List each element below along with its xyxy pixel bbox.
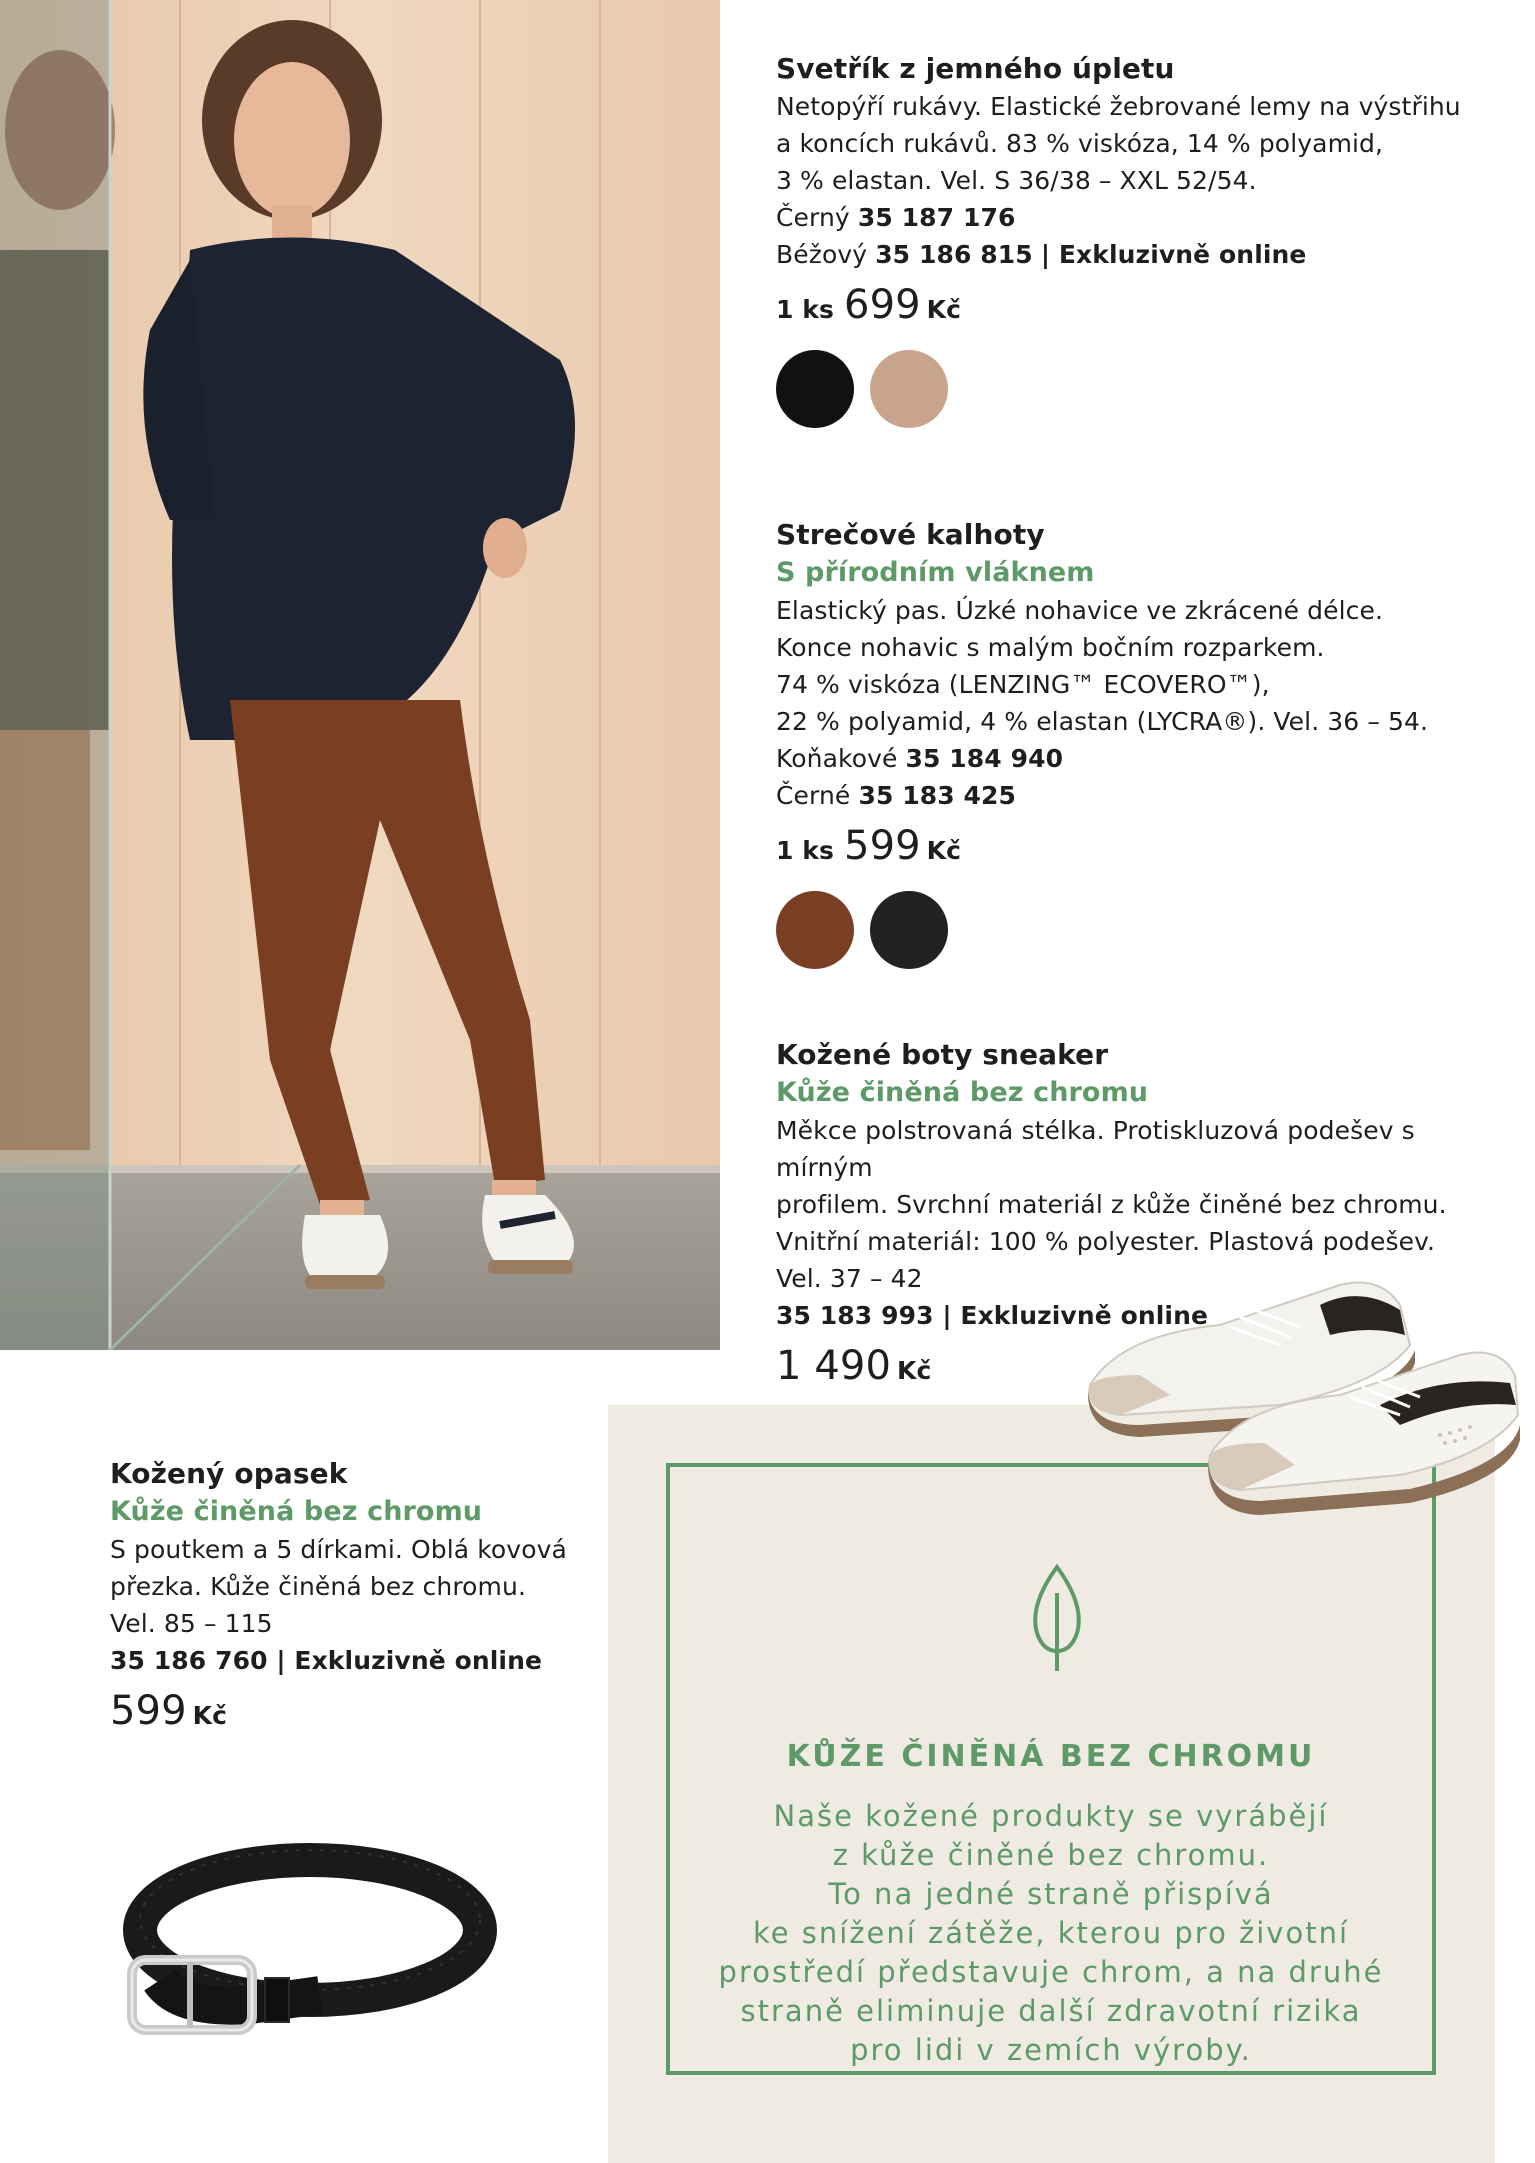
info-line: pro lidi v zemích výroby. bbox=[850, 2033, 1252, 2067]
info-frame bbox=[666, 1463, 1436, 2075]
price: 599 bbox=[844, 823, 921, 869]
price-row bbox=[776, 824, 1496, 869]
product-title: Strečové kalhoty bbox=[776, 518, 1045, 551]
price: 1 490 bbox=[776, 1343, 892, 1389]
description-line: přezka. Kůže činěná bez chromu. bbox=[110, 1572, 527, 1601]
description-line: profilem. Svrchní materiál z kůže činěné bez chromu. bbox=[776, 1190, 1447, 1219]
price-row bbox=[776, 283, 1496, 328]
currency: Kč bbox=[926, 295, 962, 324]
quantity: 1 ks bbox=[776, 836, 835, 865]
variant-label: Koňakové bbox=[776, 744, 898, 773]
description-line: Měkce polstrovaná stélka. Protiskluzová podešev s mírným bbox=[776, 1116, 1415, 1182]
variant-code: 35 184 940 bbox=[905, 744, 1064, 773]
currency: Kč bbox=[926, 836, 962, 865]
product-code: 35 186 760 | Exkluzivně online bbox=[110, 1646, 543, 1675]
variant-code: 35 186 815 bbox=[875, 240, 1033, 269]
description-line: Elastický pas. Úzké nohavice ve zkrácené délce. bbox=[776, 596, 1384, 625]
product-description bbox=[110, 1531, 590, 1642]
description-line: a koncích rukávů. 83 % viskóza, 14 % polyamid, bbox=[776, 129, 1384, 158]
product-title: Kožený opasek bbox=[110, 1457, 348, 1490]
description-line: Vnitřní materiál: 100 % polyester. Plastová podešev. bbox=[776, 1227, 1436, 1256]
variant-label: Béžový bbox=[776, 240, 868, 269]
product-subtitle: Kůže činěná bez chromu bbox=[776, 1077, 1149, 1108]
currency: Kč bbox=[192, 1701, 228, 1730]
product-code: 35 183 993 | Exkluzivně online bbox=[776, 1301, 1209, 1330]
description-line: 22 % polyamid, 4 % elastan (LYCRA®). Vel. 36 – 54. bbox=[776, 707, 1429, 736]
description-line: Vel. 37 – 42 bbox=[776, 1264, 923, 1293]
variant-black bbox=[776, 199, 1496, 236]
info-heading: KŮŽE ČINĚNÁ BEZ CHROMU bbox=[786, 1739, 1316, 1774]
product-title: Kožené boty sneaker bbox=[776, 1038, 1109, 1071]
color-swatches bbox=[776, 350, 1496, 428]
variant-label: Černý bbox=[776, 203, 850, 232]
product-pants bbox=[776, 516, 1496, 969]
price: 699 bbox=[844, 282, 921, 328]
info-line: prostředí představuje chrom, a na druhé bbox=[718, 1955, 1384, 1989]
color-swatches bbox=[776, 891, 1496, 969]
product-subtitle: S přírodním vláknem bbox=[776, 557, 1095, 588]
variant-black bbox=[776, 777, 1496, 814]
info-line: z kůže činěné bez chromu. bbox=[832, 1838, 1270, 1872]
quantity: 1 ks bbox=[776, 295, 835, 324]
model-photo bbox=[0, 0, 720, 1350]
variant-beige bbox=[776, 236, 1496, 273]
product-sweater bbox=[776, 50, 1496, 428]
variant-code: 35 187 176 bbox=[857, 203, 1016, 232]
description-line: Netopýří rukávy. Elastické žebrované lemy na výstřihu bbox=[776, 92, 1461, 121]
variant-cognac bbox=[776, 740, 1496, 777]
swatch-black[interactable] bbox=[870, 891, 948, 969]
variant-label: Černé bbox=[776, 781, 851, 810]
price-row bbox=[110, 1689, 590, 1734]
leaf-icon bbox=[1027, 1563, 1087, 1673]
description-line: 74 % viskóza (LENZING™ ECOVERO™), bbox=[776, 670, 1270, 699]
info-line: Naše kožené produkty se vyrábějí bbox=[773, 1799, 1329, 1833]
price: 599 bbox=[110, 1688, 187, 1734]
product-description bbox=[776, 88, 1496, 199]
description-line: Vel. 85 – 115 bbox=[110, 1609, 273, 1638]
currency: Kč bbox=[897, 1356, 932, 1385]
description-line: 3 % elastan. Vel. S 36/38 – XXL 52/54. bbox=[776, 166, 1257, 195]
product-title: Svetřík z jemného úpletu bbox=[776, 52, 1175, 85]
description-line: Konce nohavic s malým bočním rozparkem. bbox=[776, 633, 1325, 662]
description-line: S poutkem a 5 dírkami. Oblá kovová bbox=[110, 1535, 567, 1564]
product-belt bbox=[110, 1455, 590, 1734]
info-line: To na jedné straně přispívá bbox=[828, 1877, 1274, 1911]
swatch-black[interactable] bbox=[776, 350, 854, 428]
info-line: straně eliminuje další zdravotní rizika bbox=[740, 1994, 1362, 2028]
belt-image bbox=[120, 1830, 500, 2060]
info-line: ke snížení zátěže, kterou pro životní bbox=[752, 1916, 1350, 1950]
info-text bbox=[690, 1797, 1412, 2070]
variant-code: 35 183 425 bbox=[858, 781, 1017, 810]
product-subtitle: Kůže činěná bez chromu bbox=[110, 1496, 483, 1527]
exclusive-online-note: | Exkluzivně online bbox=[1040, 240, 1307, 269]
sneakers-image bbox=[1080, 1265, 1520, 1535]
swatch-beige[interactable] bbox=[870, 350, 948, 428]
product-description bbox=[776, 592, 1496, 740]
swatch-cognac[interactable] bbox=[776, 891, 854, 969]
